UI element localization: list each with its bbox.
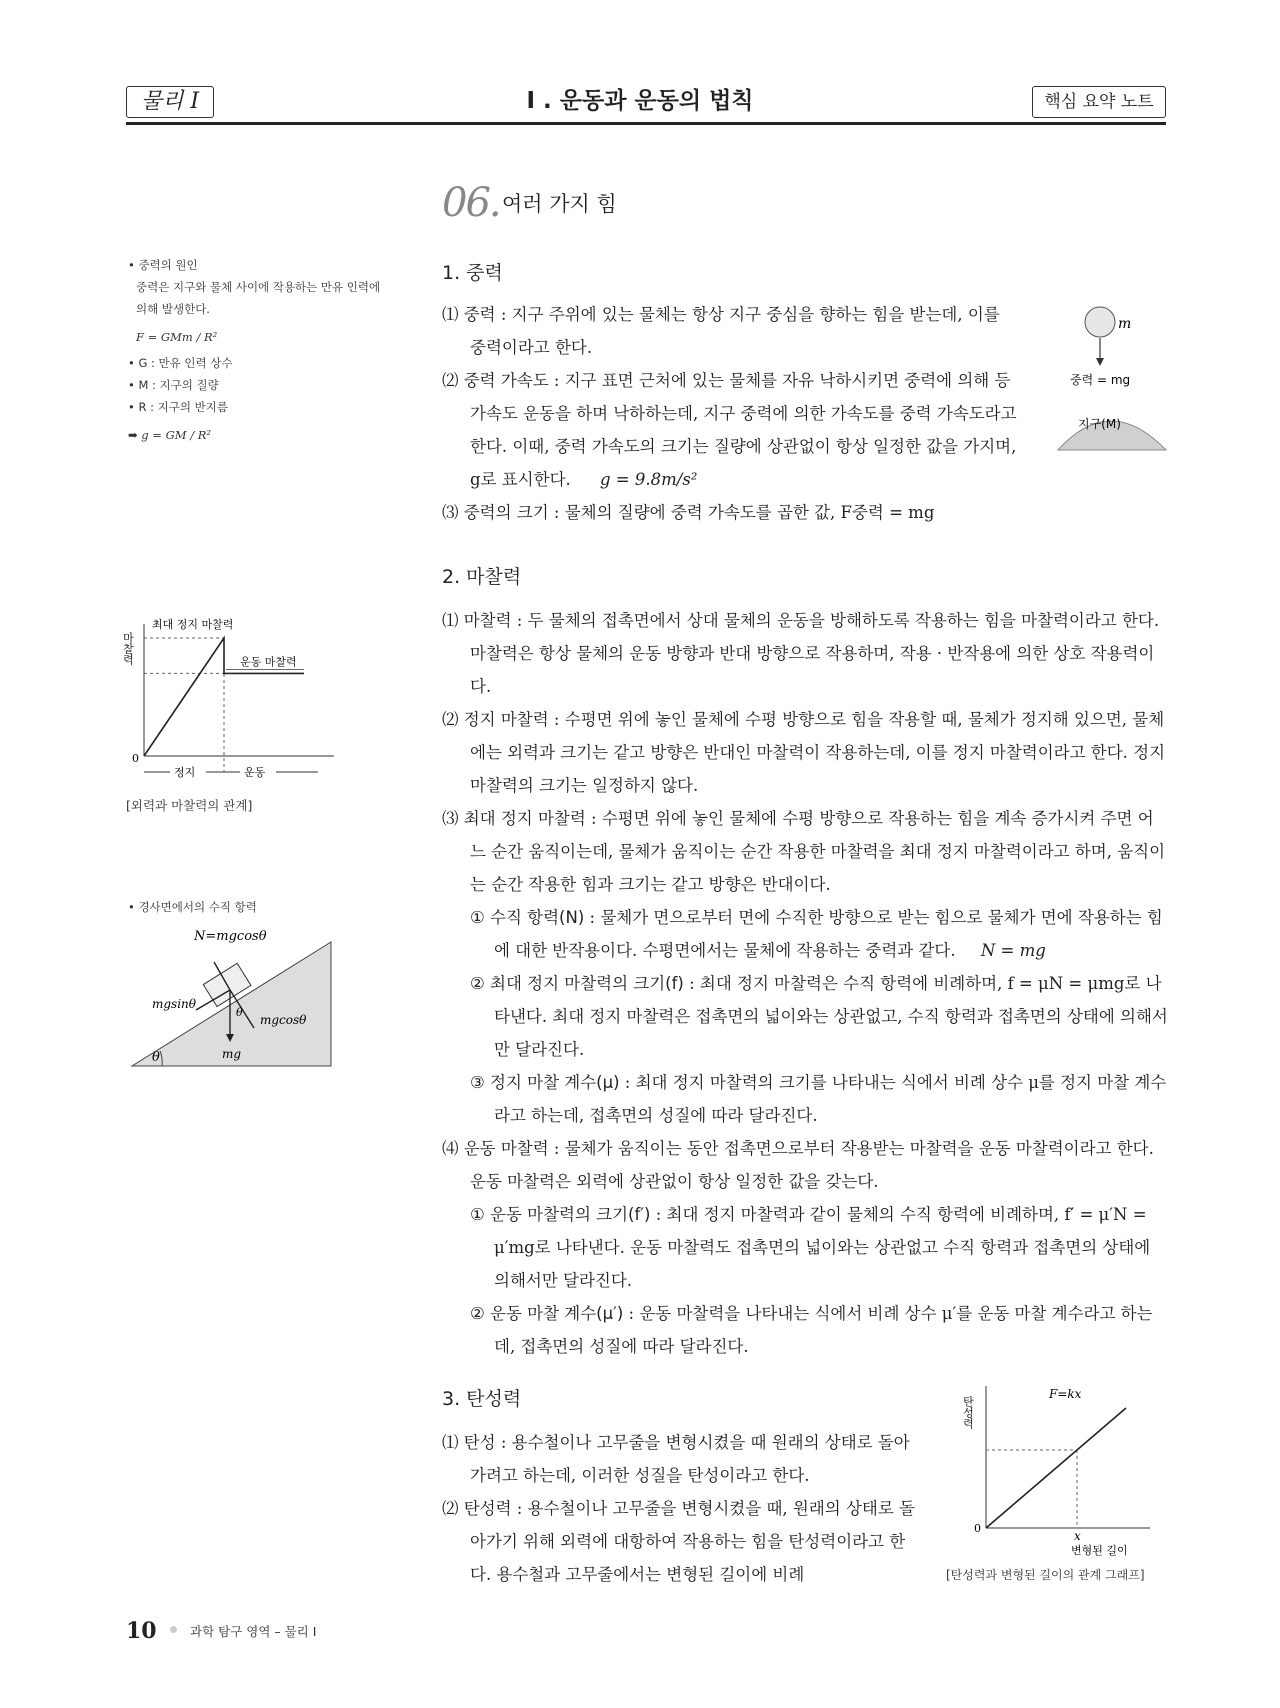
friction-chart-caption: [외력과 마찰력의 관계] [126, 798, 253, 813]
footer-text: 과학 탐구 영역 – 물리 I [190, 1624, 317, 1639]
gravity-item2: ⑵ 중력 가속도 : 지구 표면 근처에 있는 물체를 자유 낙하시키면 중력에 의해 등가속도 운동을 하며 낙하하는데, 지구 중력에 의한 가속도를 중력 가속도라고 한다. 이때, 중력 가속도의 크기는 질량에 상관없이 항상 일정한 값을 가지며, g로 표시한다. g = 9.8m/s² [442, 371, 1017, 489]
def-M: • M : 지구의 질량 [128, 378, 219, 392]
sidebar-gravity [128, 254, 390, 446]
elastic-series-line [986, 1408, 1126, 1528]
earth-label: 지구(M) [1078, 417, 1121, 431]
weight-label: mg [222, 1047, 242, 1061]
elastic-body [442, 1426, 922, 1591]
gravity-arrowhead [1096, 358, 1104, 366]
friction-sub2: ② 최대 정지 마찰력의 크기(f) : 최대 정지 마찰력은 수직 항력에 비례하며, f = μN = μmg로 나타낸다. 최대 정지 마찰력은 접촉면의 넓이와는 상관없고, 수직 항력과 접촉면의 상태에 의해서만 달라진다. [470, 974, 1168, 1059]
friction-item2: ⑵ 정지 마찰력 : 수평면 위에 놓인 물체에 수평 방향으로 힘을 작용할 때, 물체가 정지해 있으면, 물체에는 외력과 크기는 같고 방향은 반대인 마찰력이 작용하는데, 이를 정지 마찰력이라고 한다. 정지 마찰력의 크기는 일정하지 않다. [442, 710, 1166, 795]
normal-label: N=mgcosθ [194, 929, 267, 944]
static-region-label: 정지 [174, 766, 196, 779]
incline-title: • 경사면에서의 수직 항력 [128, 900, 257, 914]
elastic-heading: 3. 탄성력 [442, 1388, 522, 1410]
elastic-chart-caption: [탄성력과 변형된 길이의 관계 그래프] [946, 1568, 1145, 1582]
cos-label: mgcosθ [260, 1013, 307, 1027]
mass-label: m [1118, 316, 1132, 332]
theta-label: θ [152, 1050, 160, 1065]
footer-dot [170, 1626, 177, 1633]
friction-chart [121, 618, 348, 788]
equation-label: F=kx [1049, 1387, 1082, 1401]
header-rule [126, 122, 1166, 125]
gravity-item3: ⑶ 중력의 크기 : 물체의 질량에 중력 가속도를 곱한 값, F중력 = mg [442, 503, 935, 522]
friction-sub3: ③ 정지 마찰 계수(μ) : 최대 정지 마찰력의 크기를 나타내는 식에서 비례 상수 μ를 정지 마찰 계수라고 하는데, 접촉면의 성질에 따라 달라진다. [470, 1073, 1167, 1125]
y-axis-label: 탄성력 [961, 1396, 975, 1429]
elastic-item1: ⑴ 탄성 : 용수철이나 고무줄을 변형시켰을 때 원래의 상태로 돌아가려고 하는데, 이러한 성질을 탄성이라고 한다. [442, 1433, 910, 1485]
x-axis-label: 변형된 길이 [1071, 1544, 1128, 1557]
friction-item3: ⑶ 최대 정지 마찰력 : 수평면 위에 놓인 물체에 수평 방향으로 작용하는 힘을 계속 증가시켜 주면 어느 순간 움직이는데, 물체가 움직이는 순간 작용한 마찰력을 최대 정지 마찰력이라고 하며, 움직이는 순간 작용한 힘과 크기는 같고 방향은 반대이다. [442, 809, 1166, 894]
chapter-title: I . 운동과 운동의 법칙 [526, 88, 754, 114]
note-label: 핵심 요약 노트 [1032, 86, 1166, 118]
kinetic-label: 운동 마찰력 [240, 655, 297, 669]
gravity-figure [1050, 300, 1170, 450]
gravity-body [442, 298, 1020, 529]
gravity-heading: 1. 중력 [442, 262, 503, 284]
def-R: • R : 지구의 반지름 [128, 400, 228, 414]
gravity-item1: ⑴ 중력 : 지구 주위에 있는 물체는 항상 지구 중심을 향하는 힘을 받는데, 이를 중력이라고 한다. [442, 305, 1000, 357]
elastic-item2: ⑵ 탄성력 : 용수철이나 고무줄을 변형시켰을 때, 원래의 상태로 돌아가기 위해 외력에 대항하여 작용하는 힘을 탄성력이라고 한다. 용수철과 고무줄에서는 변형된 길이에 비례 [442, 1499, 915, 1584]
gravity-cause-text: 중력은 지구와 물체 사이에 작용하는 만유 인력에 의해 발생한다. [136, 280, 381, 316]
section-number: 06. [442, 180, 500, 226]
gravity-force-label: 중력 = mg [1070, 373, 1131, 387]
origin-label: 0 [132, 752, 139, 765]
theta-label-2: θ [236, 1006, 243, 1019]
page-number: 10 [126, 1618, 157, 1644]
x-mark-label: x [1074, 1529, 1081, 1543]
y-axis-label: 마찰력 [121, 632, 135, 665]
section-title: 여러 가지 힘 [502, 192, 617, 216]
max-static-label: 최대 정지 마찰력 [152, 618, 234, 631]
mass-ball [1085, 307, 1115, 337]
friction-sub5: ② 운동 마찰 계수(μ′) : 운동 마찰력을 나타내는 식에서 비례 상수 μ′를 운동 마찰 계수라고 하는데, 접촉면의 성질에 따라 달라진다. [470, 1304, 1153, 1356]
friction-sub4: ① 운동 마찰력의 크기(f′) : 최대 정지 마찰력과 같이 물체의 수직 항력에 비례하며, f′ = μ′N = μ′mg로 나타낸다. 운동 마찰력도 접촉면의 넓이와는 상관없고 수직 항력과 접촉면의 상태에 의해서만 달라진다. [470, 1205, 1151, 1290]
friction-heading: 2. 마찰력 [442, 566, 522, 588]
friction-body [442, 604, 1168, 1363]
friction-sub1: ① 수직 항력(N) : 물체가 면으로부터 면에 수직한 방향으로 받는 힘으로 물체가 면에 작용하는 힘에 대한 반작용이다. 수평면에서는 물체에 작용하는 중력과 같다. N = mg [470, 908, 1163, 960]
elastic-chart [950, 1382, 1170, 1560]
formula-F: F = GMm / R² [136, 330, 218, 344]
origin-label: 0 [974, 1522, 981, 1535]
friction-item4: ⑷ 운동 마찰력 : 물체가 움직이는 동안 접촉면으로부터 작용받는 마찰력을 운동 마찰력이라고 한다. 운동 마찰력은 외력에 상관없이 항상 일정한 값을 갖는다. [442, 1139, 1154, 1191]
friction-item1: ⑴ 마찰력 : 두 물체의 접촉면에서 상대 물체의 운동을 방해하도록 작용하는 힘을 마찰력이라고 한다. 마찰력은 항상 물체의 운동 방향과 반대 방향으로 작용하며, 작용 · 반작용에 의한 상호 작용력이다. [442, 611, 1160, 696]
kinetic-region-label: 운동 [244, 766, 266, 779]
incline-diagram [126, 918, 346, 1070]
gravity-cause-title: • 중력의 원인 [128, 258, 198, 272]
formula-g: ➡ g = GM / R² [128, 428, 212, 442]
def-G: • G : 만유 인력 상수 [128, 356, 233, 370]
sin-label: mgsinθ [152, 997, 197, 1011]
subject-label: 물리 I [126, 86, 214, 118]
